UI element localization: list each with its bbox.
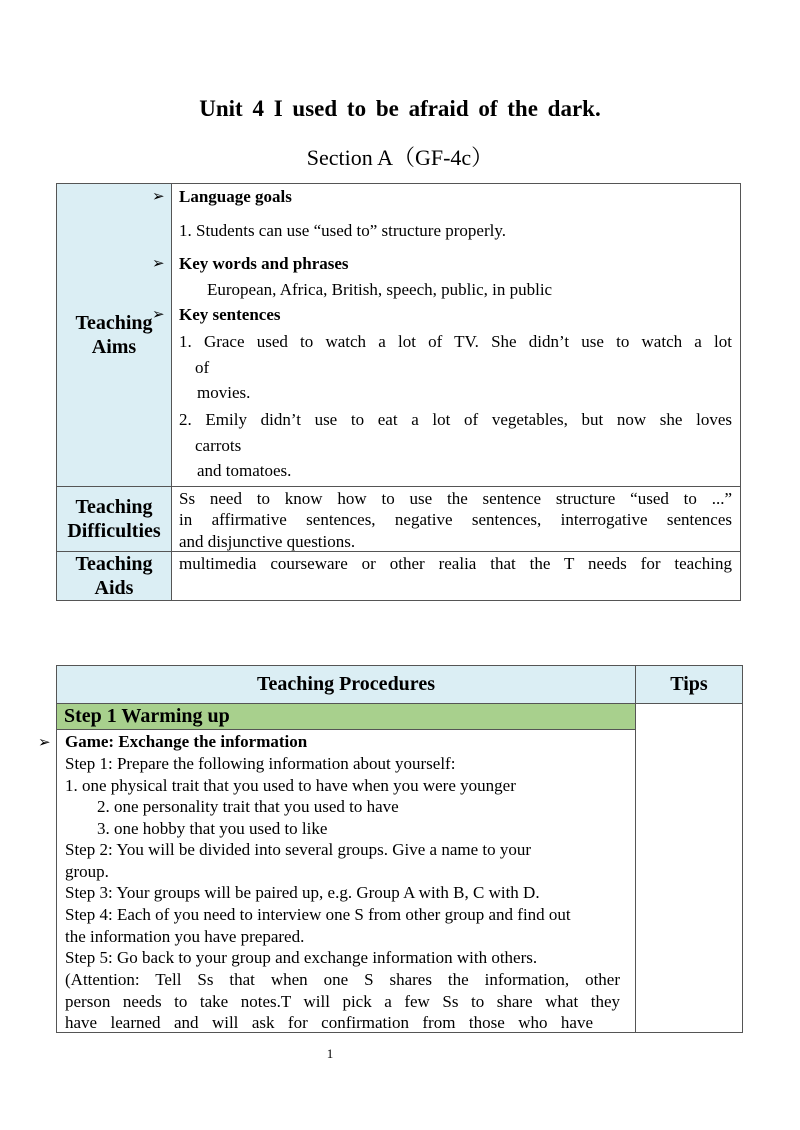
teaching-aids-text: multimedia courseware or other realia that the T needs for teaching — [179, 554, 732, 573]
procedures-header: Teaching Procedures — [57, 666, 635, 704]
procedure-line: (Attention: Tell Ss that when one S shares the information, other — [65, 970, 620, 989]
key-sentence-1-cont: of — [195, 358, 210, 377]
procedure-line: 1. one physical trait that you used to have when you were younger — [65, 776, 516, 795]
procedure-line: Step 5: Go back to your group and exchange information with others. — [65, 948, 538, 967]
procedure-line: the information you have prepared. — [65, 927, 305, 946]
tips-header: Tips — [636, 666, 742, 704]
step1-heading: Step 1 Warming up — [57, 704, 635, 730]
difficulties-line-3: and disjunctive questions. — [179, 532, 356, 551]
teaching-procedures-table — [56, 665, 743, 1033]
page-title: Unit 4 I used to be afraid of the dark. — [199, 96, 601, 121]
key-sentence-2: 2. Emily didn’t use to eat a lot of vegetables, but now she loves — [179, 410, 732, 429]
key-words-heading: Key words and phrases — [179, 254, 349, 273]
key-words-list: European, Africa, British, speech, public, in public — [207, 280, 553, 299]
key-sentence-1: 1. Grace used to watch a lot of TV. She didn’t use to watch a lot — [179, 332, 732, 351]
procedure-line: 2. one personality trait that you used to have — [97, 797, 399, 816]
key-sentence-2-end: and tomatoes. — [197, 461, 292, 480]
procedure-line: Step 4: Each of you need to interview one S from other group and find out — [65, 905, 571, 924]
difficulties-line-2: in affirmative sentences, negative sentences, interrogative sentences — [179, 510, 732, 529]
difficulties-line-1: Ss need to know how to use the sentence structure “used to ...” — [179, 489, 732, 508]
procedure-line: group. — [65, 862, 109, 881]
teaching-difficulties-label: Teaching Difficulties — [57, 487, 171, 551]
arrow-bullet-icon: ➢ — [152, 256, 165, 272]
language-goal-1: 1. Students can use “used to” structure properly. — [179, 221, 507, 240]
procedure-line: Step 2: You will be divided into several groups. Give a name to your — [65, 840, 532, 859]
page-number: 1 — [326, 1046, 334, 1061]
procedure-line: person needs to take notes.T will pick a few Ss to share what they — [65, 992, 620, 1011]
procedure-line: 3. one hobby that you used to like — [97, 819, 328, 838]
game-heading: Game: Exchange the information — [65, 732, 308, 751]
key-sentence-2-cont: carrots — [195, 436, 242, 455]
procedure-line: Step 1: Prepare the following information about yourself: — [65, 754, 456, 773]
key-sentence-1-end: movies. — [197, 383, 251, 402]
arrow-bullet-icon: ➢ — [152, 307, 165, 323]
procedure-line: Step 3: Your groups will be paired up, e.g. Group A with B, C with D. — [65, 883, 540, 902]
language-goals-heading: Language goals — [179, 187, 292, 206]
procedure-line: have learned and will ask for confirmation from those who have — [65, 1013, 593, 1032]
arrow-bullet-icon: ➢ — [38, 735, 51, 751]
key-sentences-heading: Key sentences — [179, 305, 281, 324]
teaching-aids-label: Teaching Aids — [57, 552, 171, 600]
teaching-aims-table — [56, 183, 741, 601]
arrow-bullet-icon: ➢ — [152, 189, 165, 205]
teaching-aims-label: Teaching Aims — [57, 184, 171, 486]
page-subtitle: Section A（GF-4c） — [306, 145, 494, 170]
